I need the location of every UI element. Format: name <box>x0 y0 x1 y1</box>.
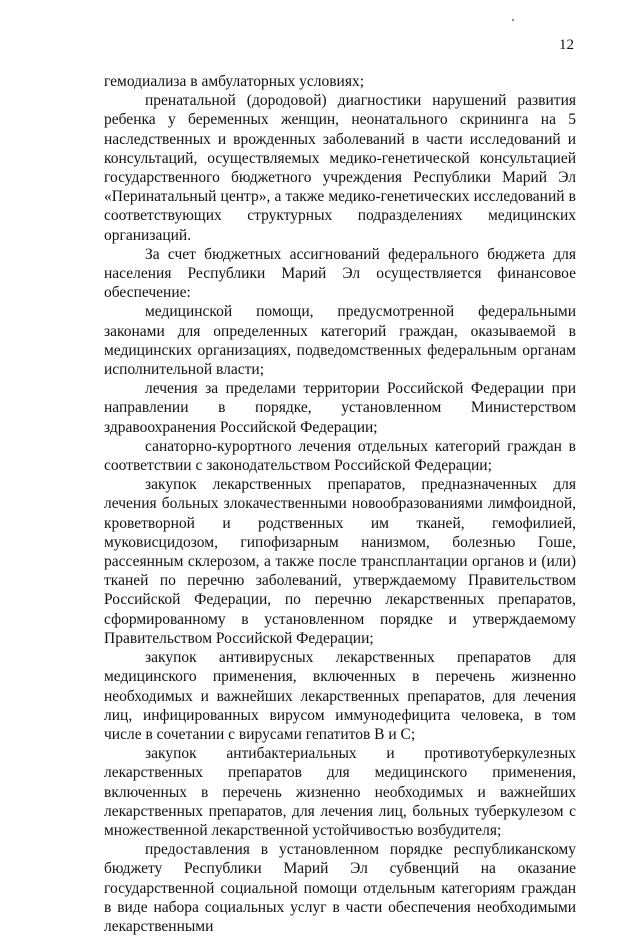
scan-speck <box>512 19 514 21</box>
paragraph-antibacterial-drugs: закупок антибактериальных и противотуберкулезных лекарственных препаратов для медицинского применения, включенных в перечень жизненно необходимых и важнейших лекарственных препаратов, для лечения лиц, больных туберкулезом с множественной лекарственной устойчивостью возбудителя; <box>104 745 576 839</box>
paragraph-federal-budget-intro: За счет бюджетных ассигнований федерального бюджета для населения Республики Марий Эл осуществляется финансовое обеспечение: <box>104 245 576 302</box>
paragraph-sanatorium-treatment: санаторно-курортного лечения отдельных категорий граждан в соответствии с законодательством Российской Федерации; <box>104 437 576 475</box>
paragraph-treatment-abroad: лечения за пределами территории Российской Федерации при направлении в порядке, установленном Министерством здравоохранения Российской Федерации; <box>104 380 576 436</box>
paragraph-federal-medical-care: медицинской помощи, предусмотренной федеральными законами для определенных категорий граждан, оказываемой в медицинских организациях, подведомственных федеральным органам исполнительной власти; <box>104 303 576 379</box>
paragraph-drug-purchases: закупок лекарственных препаратов, предназначенных для лечения больных злокачественными новообразованиями лимфоидной, кроветворной и родственных им тканей, гемофилией, муковисцидозом, гипофизарным нанизмом, болезнью Гоше, рассеянным склерозом, а также после трансплантации органов и (или) тканей по перечню заболеваний, утверждаемому Правительством Российской Федерации, по перечню лекарственных препаратов, сформированному в установленном порядке и утверждаемому Правительством Российской Федерации; <box>104 476 576 647</box>
paragraph-antiviral-drugs: закупок антивирусных лекарственных препаратов для медицинского применения, включенных в перечень жизненно необходимых и важнейших лекарственных препаратов, для лечения лиц, инфицированных вирусом иммунодефицита человека, в том числе в сочетании с вирусами гепатитов B и C; <box>104 649 576 743</box>
paragraph-continuation: гемодиализа в амбулаторных условиях; <box>104 73 365 90</box>
page-number: 12 <box>559 37 574 53</box>
paragraph-subventions: предоставления в установленном порядке республиканскому бюджету Республики Марий Эл субвенций на оказание государственной социальной помощи отдельным категориям граждан в виде набора социальных услуг в части обеспечения необходимыми лекарственными <box>104 841 576 935</box>
body-text <box>104 72 576 936</box>
paragraph-prenatal-diagnostics: пренатальной (дородовой) диагностики нарушений развития ребенка у беременных женщин, неонатального скрининга на 5 наследственных и врожденных заболеваний в части исследований и консультаций, осуществляемых медико-генетической консультацией государственного бюджетного учреждения Республики Марий Эл «Перинатальный центр», а также медико-генетических исследований в соответствующих структурных подразделениях медицинских организаций. <box>104 92 576 244</box>
